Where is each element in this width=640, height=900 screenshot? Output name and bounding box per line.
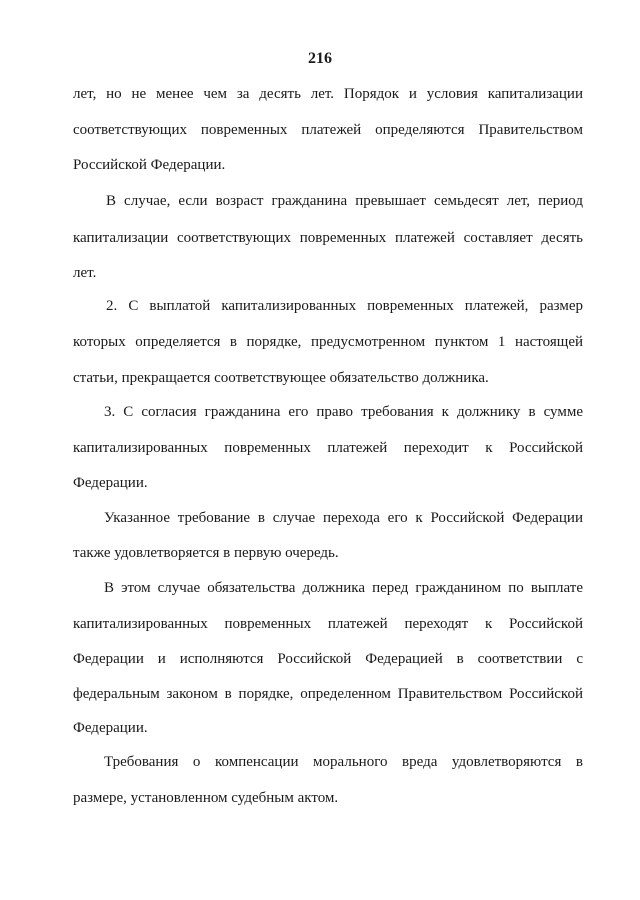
paragraph-6-line-3: Федерации и исполняются Российской Федерацией в соответствии с	[73, 651, 583, 667]
paragraph-6-line-2: капитализированных повременных платежей переходят к Российской	[73, 616, 583, 632]
paragraph-6-line-4: федеральным законом в порядке, определенном Правительством Российской	[73, 686, 583, 702]
paragraph-1-line-2: соответствующих повременных платежей определяются Правительством	[73, 122, 583, 138]
paragraph-3-line-1: 2. С выплатой капитализированных повременных платежей, размер	[106, 298, 583, 314]
paragraph-2-line-1: В случае, если возраст гражданина превышает семьдесят лет, период	[106, 193, 583, 209]
paragraph-3-line-3: статьи, прекращается соответствующее обязательство должника.	[73, 370, 489, 386]
paragraph-2-line-2: капитализации соответствующих повременных платежей составляет десять	[73, 230, 583, 246]
paragraph-1-line-1: лет, но не менее чем за десять лет. Порядок и условия капитализации	[73, 86, 583, 102]
paragraph-3-line-2: которых определяется в порядке, предусмотренном пунктом 1 настоящей	[73, 334, 583, 350]
paragraph-6-line-1: В этом случае обязательства должника перед гражданином по выплате	[104, 580, 583, 596]
paragraph-6-line-5: Федерации.	[73, 720, 148, 736]
paragraph-5-line-1: Указанное требование в случае перехода его к Российской Федерации	[104, 510, 583, 526]
paragraph-7-line-2: размере, установленном судебным актом.	[73, 790, 339, 806]
paragraph-4-line-3: Федерации.	[73, 475, 148, 491]
paragraph-2-line-3: лет.	[73, 265, 97, 281]
paragraph-5-line-2: также удовлетворяется в первую очередь.	[73, 545, 339, 561]
paragraph-7-line-1: Требования о компенсации морального вреда удовлетворяются в	[104, 754, 583, 770]
paragraph-4-line-2: капитализированных повременных платежей переходит к Российской	[73, 440, 583, 456]
paragraph-1-line-3: Российской Федерации.	[73, 157, 226, 173]
paragraph-4-line-1: 3. С согласия гражданина его право требования к должнику в сумме	[104, 404, 583, 420]
page-number: 216	[308, 50, 332, 67]
